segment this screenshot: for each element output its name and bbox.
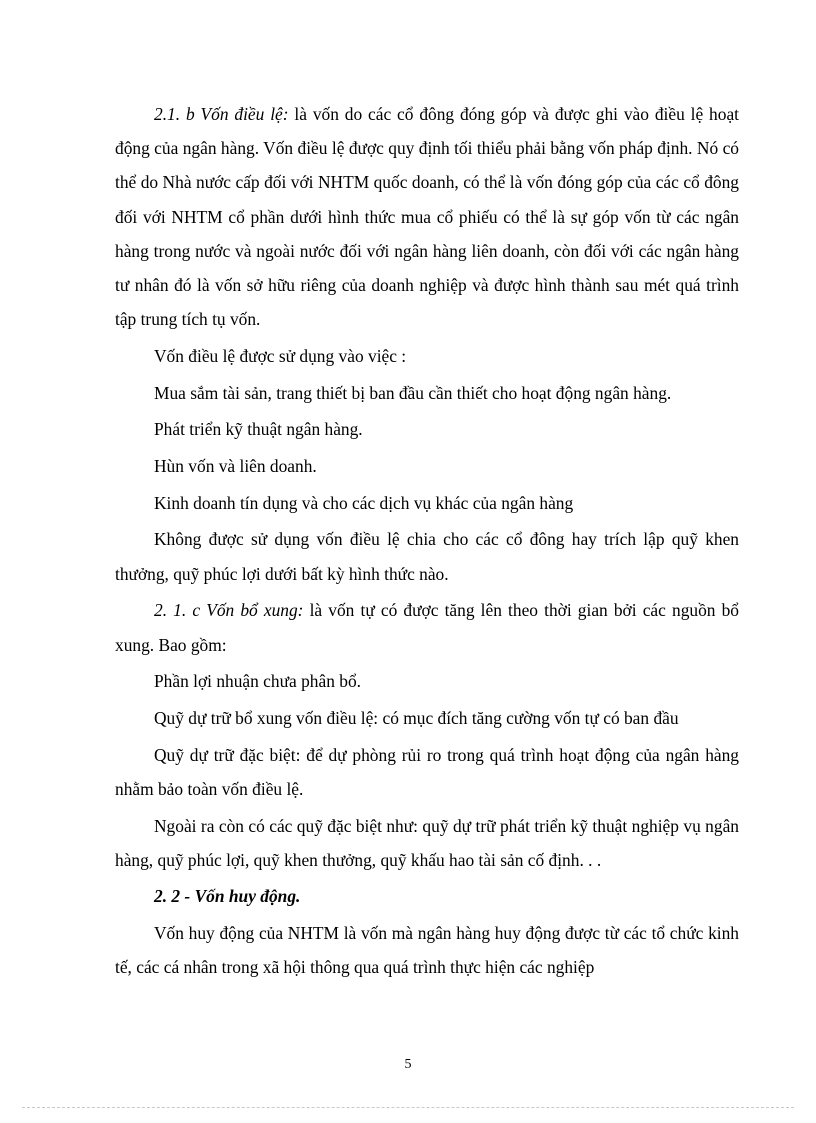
section-2-1-c-text: là vốn tự có được tăng lên theo thời gian bởi các nguồn bổ xung. Bao gồm: [115,600,739,655]
supplement-item-4: Ngoài ra còn có các quỹ đặc biệt như: quỹ dự trữ phát triển kỹ thuật nghiệp vụ ngân hàng, quỹ phúc lợi, quỹ khen thưởng, quỹ khấu hao tài sản cố định. . . [115,815,739,870]
section-2-1-b-text: là vốn do các cổ đông đóng góp và được ghi vào điều lệ hoạt động của ngân hàng. Vốn điều lệ được quy định tối thiểu phải bằng vốn pháp định. Nó có thể do Nhà nước cấp đối với NHTM quốc doanh, có thể là vốn đóng góp của các cổ đông đối với NHTM cổ phần dưới hình thức mua cổ phiếu có thể là sự góp vốn từ các ngân hàng trong nước và ngoài nước đối với ngân hàng liên doanh, còn đối với các ngân hàng tư nhân đó là vốn sở hữu riêng của doanh nghiệp và được hình thành sau mét quá trình tập trung tích tụ vốn. [115,104,739,330]
section-2-1-c-title: 2. 1. c Vốn bổ xung: [154,600,304,621]
use-item-4: Kinh doanh tín dụng và cho các dịch vụ khác của ngân hàng [154,492,574,513]
restriction-paragraph: Không được sử dụng vốn điều lệ chia cho các cổ đông hay trích lập quỹ khen thưởng, quỹ phúc lợi dưới bất kỳ hình thức nào. [115,529,739,584]
page-body [115,97,739,987]
section-2-2-text: Vốn huy động của NHTM là vốn mà ngân hàng huy động được từ các tổ chức kinh tế, các cá nhân trong xã hội thông qua quá trình thực hiện các nghiệp [115,923,739,978]
uses-intro: Vốn điều lệ được sử dụng vào việc : [154,345,407,366]
section-2-1-b-title: 2.1. b Vốn điều lệ: [154,104,289,124]
section-2-2-heading: 2. 2 - Vốn huy động. [154,886,301,907]
supplement-item-2: Quỹ dự trữ bổ xung vốn điều lệ: có mục đích tăng cường vốn tự có ban đầu [154,707,679,728]
use-item-2: Phát triển kỹ thuật ngân hàng. [154,419,363,440]
supplement-item-1: Phần lợi nhuận chưa phân bổ. [154,671,361,692]
page-bottom-divider [22,1107,794,1108]
use-item-1: Mua sắm tài sản, trang thiết bị ban đầu cần thiết cho hoạt động ngân hàng. [154,382,672,403]
supplement-item-3: Quỹ dự trữ đặc biệt: để dự phòng rủi ro trong quá trình hoạt động của ngân hàng nhằm bảo toàn vốn điều lệ. [115,744,739,799]
use-item-3: Hùn vốn và liên doanh. [154,456,317,477]
paragraph-2-1-b [115,97,739,336]
paragraph-2-1-c [115,593,739,661]
page-number: 5 [404,1057,412,1072]
